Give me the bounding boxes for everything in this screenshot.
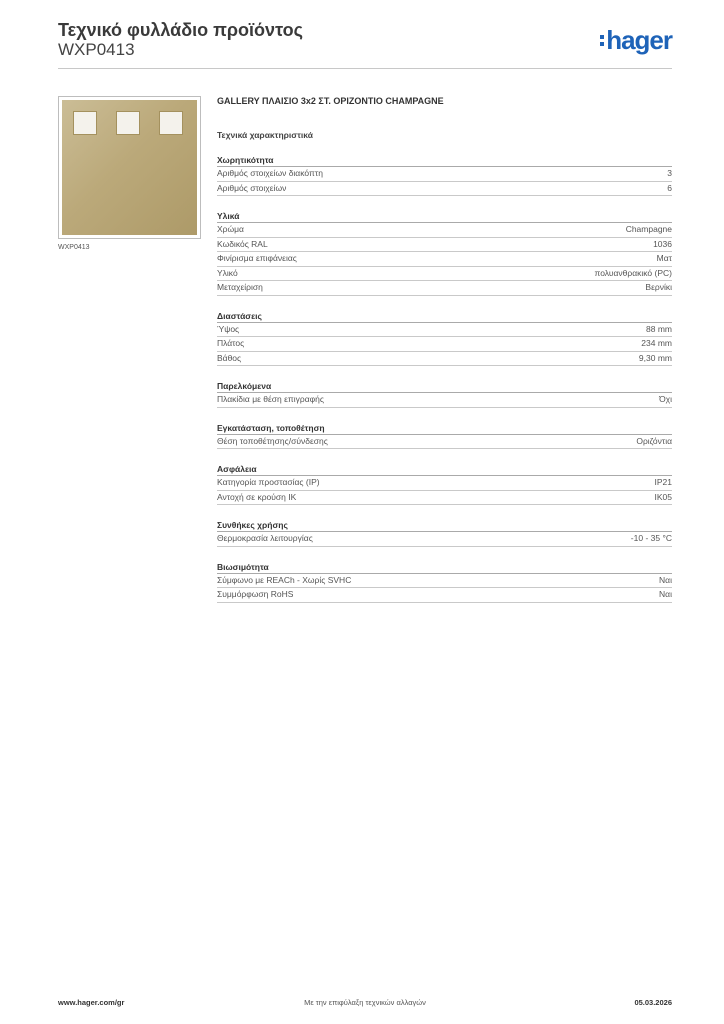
spec-row [217,267,672,282]
section-title: Υλικά [217,210,672,223]
spec-label: Βάθος [217,352,242,363]
spec-row [217,238,672,253]
section-title: Βιωσιμότητα [217,561,672,574]
spec-row [217,574,672,589]
spec-row [217,223,672,238]
spec-value: 234 mm [641,338,672,348]
spec-label: Σύμφωνο με REACh - Χωρίς SVHC [217,574,352,585]
spec-section [217,310,672,367]
section-title: Εγκατάσταση, τοποθέτηση [217,422,672,435]
spec-section [217,561,672,603]
spec-label: Κατηγορία προστασίας (IP) [217,477,320,487]
product-title: GALLERY ΠΛΑΙΣΙΟ 3x2 ΣΤ. ΟΡΙΖΟΝΤΙΟ CHAMPAGNE [217,96,444,106]
spec-section [217,463,672,505]
specs-heading: Τεχνικά χαρακτηριστικά [217,130,313,140]
spec-row [217,252,672,267]
header-divider [58,68,672,69]
spec-section [217,519,672,547]
section-title: Συνθήκες χρήσης [217,519,672,532]
spec-row [217,337,672,352]
spec-label: Συμμόρφωση RoHS [217,589,294,599]
spec-value: Οριζόντια [636,435,672,446]
logo-text: hager [606,25,672,55]
spec-label: Θέση τοποθέτησης/σύνδεσης [217,435,328,446]
spec-label: Αριθμός στοιχείων διακόπτη [217,168,323,178]
spec-label: Πλακίδια με θέση επιγραφής [217,394,324,404]
footer-website: www.hager.com/gr [58,998,125,1007]
spec-label: Θερμοκρασία λειτουργίας [217,533,313,543]
spec-row [217,167,672,182]
spec-value: Όχι [659,394,672,404]
spec-value: 3 [667,168,672,178]
spec-row [217,588,672,603]
spec-sections [217,154,672,603]
spec-label: Πλάτος [217,338,245,348]
spec-label: Φινίρισμα επιφάνειας [217,253,297,263]
spec-row [217,532,672,547]
spec-value: Ναι [659,589,672,599]
frame-plate [62,100,197,235]
spec-section [217,422,672,450]
spec-value: Ναι [659,574,672,585]
spec-value: IK05 [654,491,672,502]
spec-row [217,491,672,506]
logo-mark-icon [600,35,604,46]
spec-label: Χρώμα [217,224,244,234]
footer-date: 05.03.2026 [634,998,672,1007]
frame-opening [159,111,183,135]
section-title: Ασφάλεια [217,463,672,476]
spec-row [217,352,672,367]
spec-row [217,281,672,296]
spec-value: Champagne [625,224,672,234]
spec-label: Ύψος [217,323,240,334]
page-footer [58,998,672,1010]
spec-label: Αντοχή σε κρούση IK [217,491,297,502]
spec-value: πολυανθρακικό (PC) [594,267,672,278]
document-title: Τεχνικό φυλλάδιο προϊόντος [58,20,303,40]
section-title: Διαστάσεις [217,310,672,323]
spec-value: 88 mm [646,323,672,334]
section-title: Παρελκόμενα [217,380,672,393]
spec-row [217,476,672,491]
spec-label: Υλικό [217,267,238,278]
page-header [58,20,672,70]
spec-value: Βερνίκι [645,282,672,292]
footer-notice: Με την επιφύλαξη τεχνικών αλλαγών [304,998,426,1007]
frame-opening [73,111,97,135]
spec-value: IP21 [654,477,672,487]
spec-value: Ματ [656,253,672,263]
frame-opening [116,111,140,135]
image-caption: WXP0413 [58,244,90,251]
spec-content [217,95,672,603]
spec-label: Κωδικός RAL [217,238,268,249]
spec-value: -10 - 35 °C [630,533,672,543]
spec-value: 6 [667,182,672,193]
spec-section [217,210,672,296]
document-code: WXP0413 [58,40,135,59]
spec-row [217,323,672,338]
product-image [58,96,201,239]
spec-value: 9,30 mm [638,352,672,363]
hager-logo [600,26,672,54]
spec-section [217,154,672,196]
spec-value: 1036 [653,238,672,249]
spec-section [217,380,672,408]
spec-label: Μεταχείριση [217,282,263,292]
spec-row [217,435,672,450]
section-title: Χωρητικότητα [217,154,672,167]
spec-row [217,393,672,408]
spec-label: Αριθμός στοιχείων [217,182,287,193]
spec-row [217,182,672,197]
